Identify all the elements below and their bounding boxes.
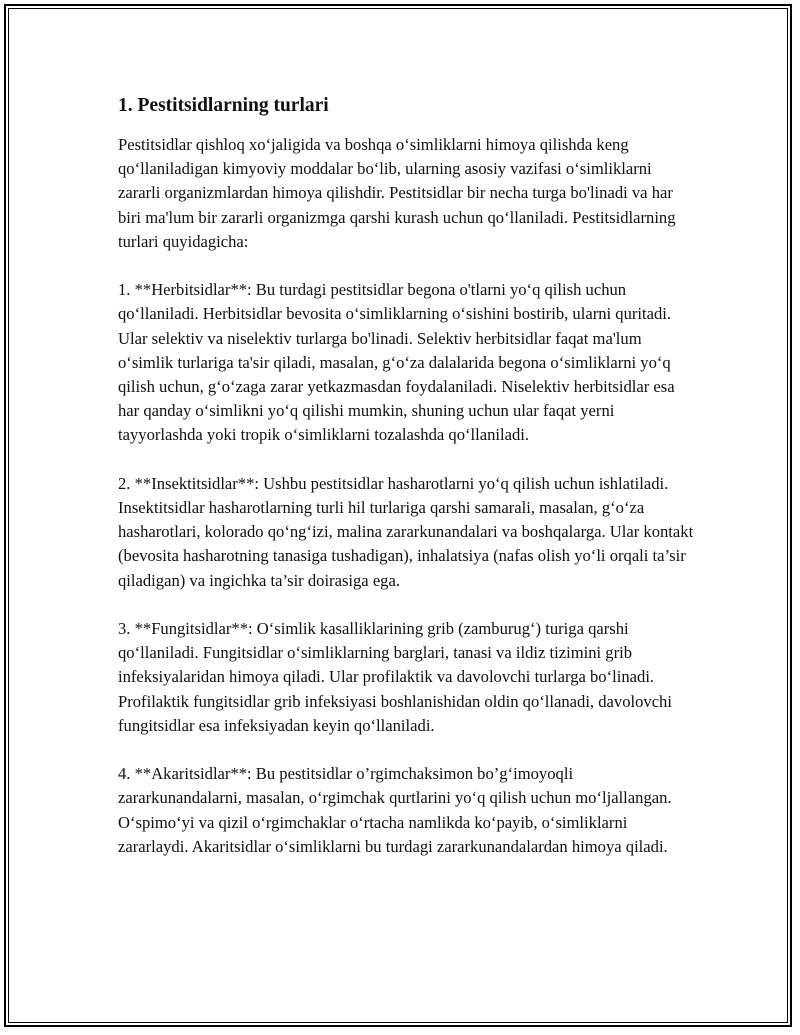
herbicides-paragraph: 1. **Herbitsidlar**: Bu turdagi pestitsidlar begona o'tlarni yo‘q qilish uchun qo‘llaniladi. Herbitsidlar bevosita o‘simliklarning o‘sishini bostirib, ularni quritadi. Ular selektiv va niselektiv turlarga bo'linadi. Selektiv herbitsidlar faqat ma'lum o‘simlik turlariga ta'sir qiladi, masalan, g‘o‘za dalalarida begona o‘simliklarni yo‘q qilish uchun, g‘o‘zaga zarar yetkazmasdan foydalaniladi. Niselektiv herbitsidlar esa har qanday o‘simlikni yo‘q qilishi mumkin, shuning uchun ular faqat yerni tayyorlashda yoki tropik o‘simliklarni tozalashda qo‘llaniladi. bbox=[118, 280, 675, 445]
section-heading: 1. Pestitsidlarning turlari bbox=[118, 95, 329, 116]
fungicides-paragraph: 3. **Fungitsidlar**: O‘simlik kasalliklarining grib (zamburug‘) turiga qarshi qo‘llaniladi. Fungitsidlar o‘simliklarning barglari, tanasi va ildiz tizimini grib infeksiyalaridan himoya qiladi. Ular profilaktik va davolovchi turlarga bo‘linadi. Profilaktik fungitsidlar grib infeksiyasi boshlanishidan oldin qo‘llanadi, davolovchi fungitsidlar esa infeksiyadan keyin qo‘llaniladi. bbox=[118, 619, 672, 735]
intro-paragraph: Pestitsidlar qishloq xo‘jaligida va boshqa o‘simliklarni himoya qilishda keng qo‘llaniladigan kimyoviy moddalar bo‘lib, ularning asosiy vazifasi o‘simliklarni zararli organizmlardan himoya qilishdir. Pestitsidlar bir necha turga bo'linadi va har biri ma'lum bir zararli organizmga qarshi kurash uchun qo‘llaniladi. Pestitsidlarning turlari quyidagicha: bbox=[118, 135, 676, 251]
insecticides-paragraph: 2. **Insektitsidlar**: Ushbu pestitsidlar hasharotlarni yo‘q qilish uchun ishlatiladi. Insektitsidlar hasharotlarning turli hil turlariga qarshi samarali, masalan, g‘o‘za hasharotlari, kolorado qo‘ng‘izi, malina zararkunandalari va boshqalarga. Ular kontakt (bevosita hasharotning tanasiga tushadigan), inhalatsiya (nafas olish yo‘li orqali ta’sir qiladigan) va ingichka ta’sir doirasiga ega. bbox=[118, 473, 694, 590]
document-body bbox=[118, 93, 698, 883]
acaricides-paragraph: 4. **Akaritsidlar**: Bu pestitsidlar o’rgimchaksimon bo’g‘imoyoqli zararkunandalarni, masalan, o‘rgimchak qurtlarini yo‘q qilish uchun mo‘ljallangan. O‘spimo‘yi va qizil o‘rgimchaklar o‘rtacha namlikda ko‘payib, o‘simliklarni zararlaydi. Akaritsidlar o‘simliklarni bu turdagi zararkunandalardan himoya qiladi. bbox=[118, 764, 672, 856]
